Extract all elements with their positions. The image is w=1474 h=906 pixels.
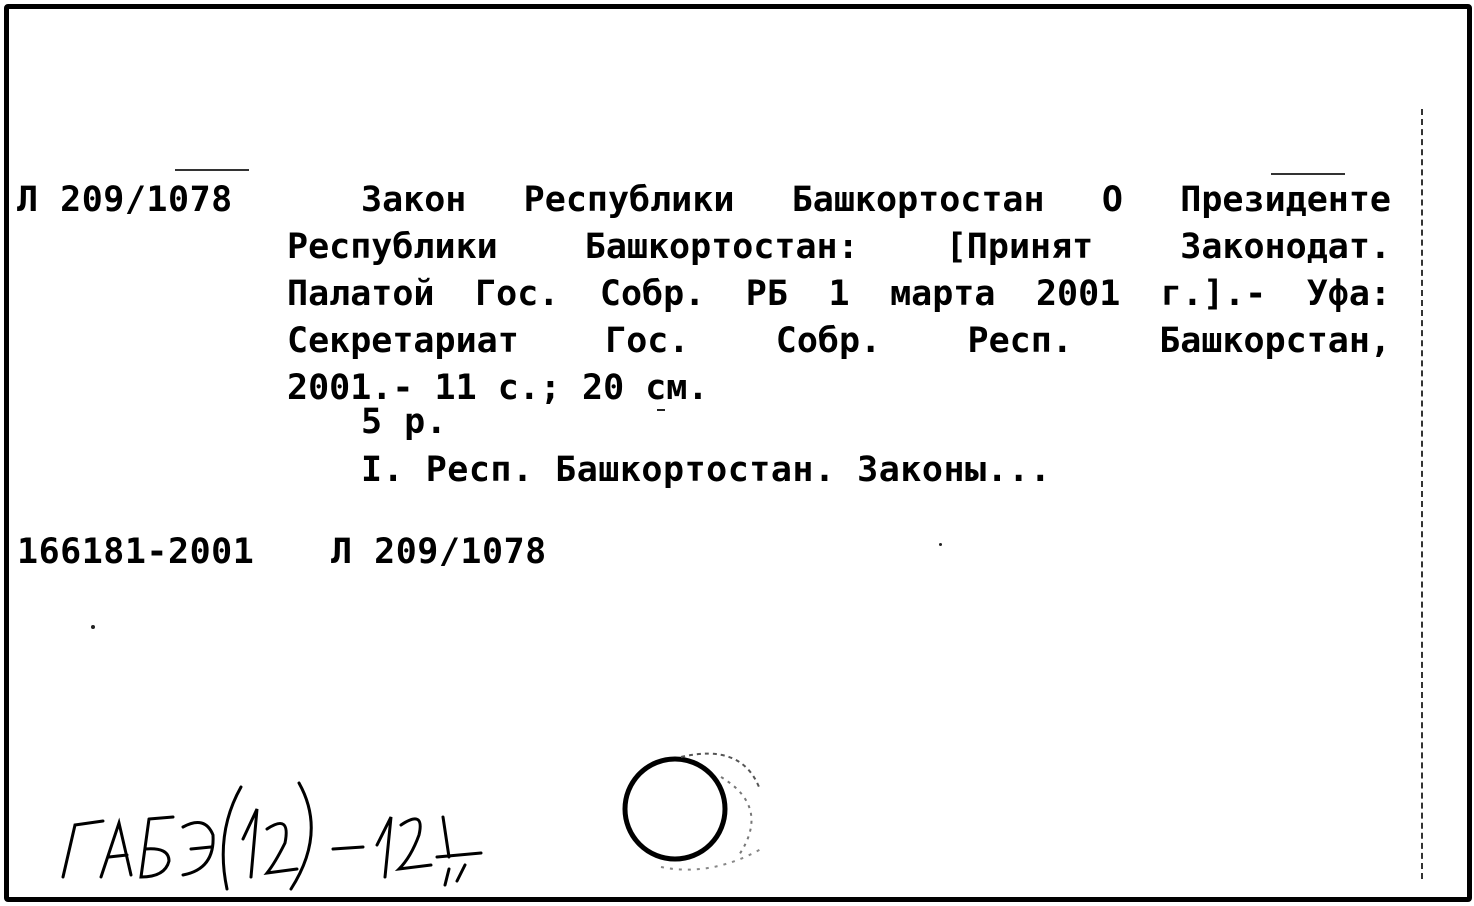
handwritten-note [45, 773, 505, 893]
perforation-rule [1421, 109, 1423, 879]
inventory-number: 166181-2001 [17, 532, 255, 572]
ink-speck [91, 625, 95, 629]
description-line: Республики Башкортостан: [Принят Законодат. [287, 227, 1391, 267]
price: 5 р. [361, 402, 448, 442]
subject-heading: I. Респ. Башкортостан. Законы... [361, 450, 1052, 490]
description-line: Секретариат Гос. Собр. Респ. Башкорстан, [287, 321, 1391, 361]
description-line: Закон Республики Башкортостан О Президенте [361, 180, 1391, 220]
footer-catalog-code: Л 209/1078 [331, 532, 547, 572]
description-line: 2001.- 11 с.; 20 см. [287, 368, 709, 408]
overline-mark [1271, 173, 1345, 175]
catalog-code: Л 209/1078 [17, 180, 233, 220]
bibliographic-description [287, 177, 1391, 412]
overline-mark [175, 169, 249, 171]
catalog-card [4, 4, 1472, 902]
description-line: Палатой Гос. Собр. РБ 1 марта 2001 г.].- Уфа: [287, 274, 1391, 314]
ink-speck [657, 409, 665, 411]
stamp-mark [621, 737, 791, 877]
ink-speck [939, 543, 942, 546]
